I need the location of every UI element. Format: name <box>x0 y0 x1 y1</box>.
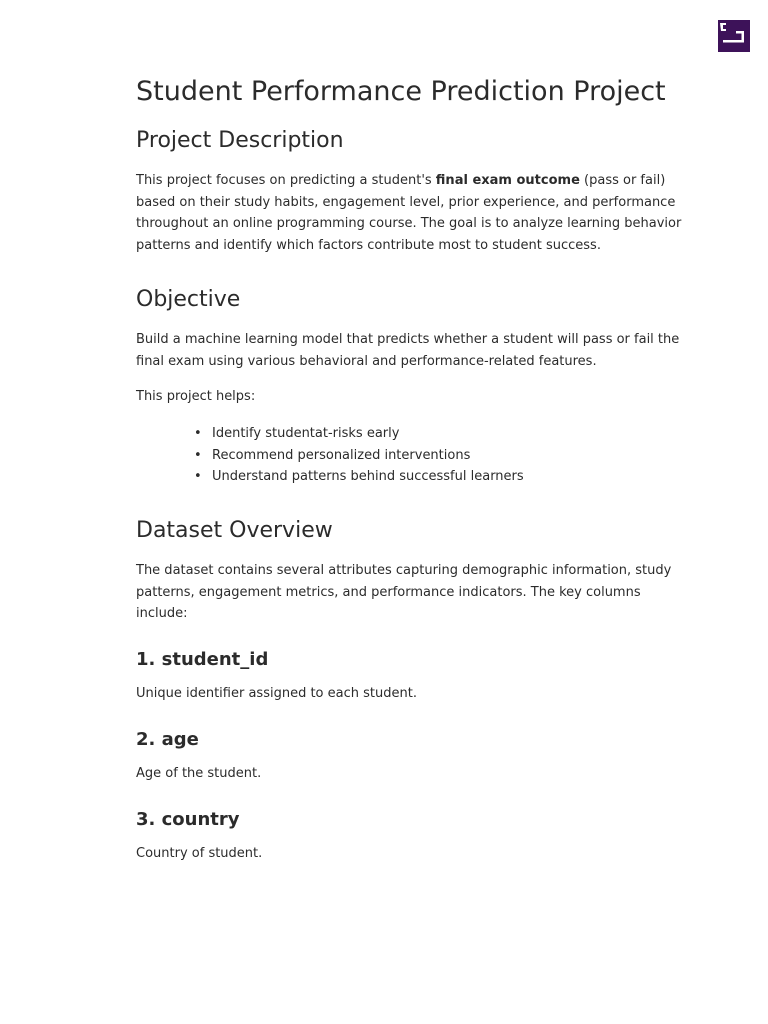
objective-heading: Objective <box>136 286 241 312</box>
list-item: • Recommend personalized interventions <box>212 445 696 467</box>
project-description-section <box>136 126 696 257</box>
dataset-overview-section <box>136 516 696 864</box>
column-description-country: Country of student. <box>136 845 263 861</box>
column-heading-age: 2. age <box>136 728 199 750</box>
document-body <box>136 72 696 864</box>
column-heading-country: 3. country <box>136 808 240 830</box>
column-description-student-id: Unique identifier assigned to each student. <box>136 686 417 702</box>
project-description-text <box>136 170 696 257</box>
brand-logo-glyph <box>718 20 750 52</box>
list-item: • Understand patterns behind successful learners <box>212 466 696 488</box>
column-description-age: Age of the student. <box>136 765 262 781</box>
project-helps-list <box>136 423 696 488</box>
page-title: Student Performance Prediction Project <box>136 76 666 107</box>
list-item: • Identify studentat-risks early <box>212 423 696 445</box>
description-text-start: This project focuses on predicting a student's <box>136 173 436 188</box>
project-helps-intro: This project helps: <box>136 389 256 405</box>
description-text-end: (pass or fail) based on their study habits, engagement level, prior experience, and performance throughout an online programming course. The goal is to analyze learning behavior patterns and identify which factors contribute most to student success. <box>136 173 682 254</box>
objective-section <box>136 285 696 488</box>
dataset-overview-text: The dataset contains several attributes capturing demographic information, study patterns, engagement metrics, and performance indicators. The key columns include: <box>136 563 672 622</box>
project-description-heading: Project Description <box>136 128 344 153</box>
brand-logo-icon <box>718 20 750 52</box>
description-text-emphasis: final exam outcome <box>435 173 580 188</box>
dataset-overview-heading: Dataset Overview <box>136 518 333 544</box>
column-heading-student-id: 1. student_id <box>136 649 269 671</box>
objective-text: Build a machine learning model that predicts whether a student will pass or fail the final exam using various behavioral and performance-related features. <box>136 331 680 369</box>
